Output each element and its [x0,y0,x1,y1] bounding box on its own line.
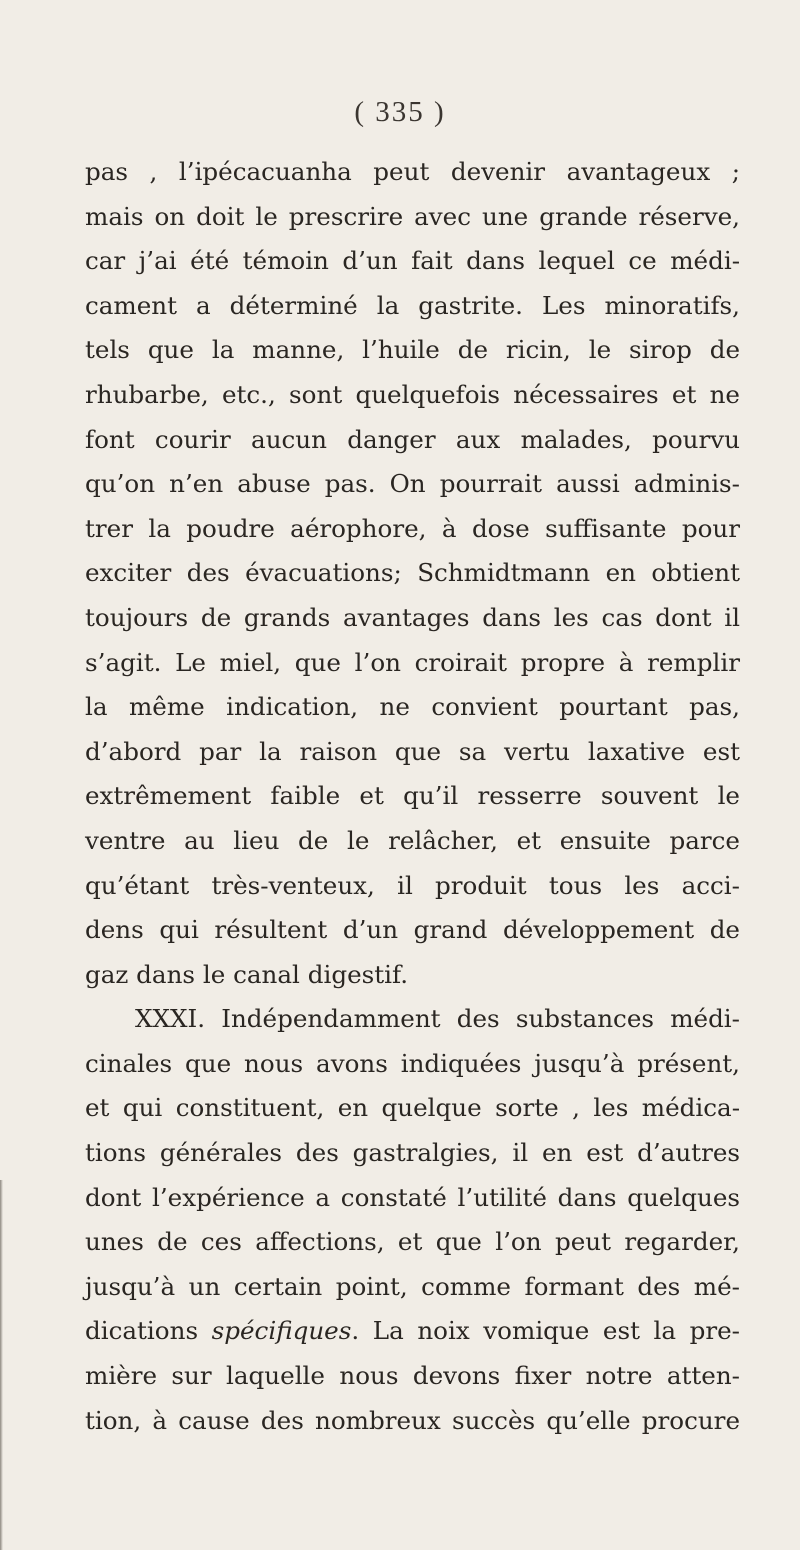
text-line: s’agit. Le miel, que l’on croirait propre à remplir [85,647,740,677]
page-edge-shadow [0,1180,3,1550]
text-line: dens qui résultent d’un grand développement de [85,915,740,945]
text-line: exciter des évacuations; Schmidtmann en obtient [85,558,740,588]
page-number: ( 335 ) [354,96,446,128]
text-line: extrêmement faible et qu’il resserre souvent le [85,781,740,811]
text-line: trer la poudre aérophore, à dose suffisante pour [85,513,740,543]
text-line: d’abord par la raison que sa vertu laxative est [85,736,740,766]
text-line: tions générales des gastralgies, il en est d’autres [85,1138,740,1168]
section-heading-line: XXXI. Indépendamment des substances médi- [135,1004,740,1034]
text-line: jusqu’à un certain point, comme formant des mé- [85,1271,740,1301]
text-line: ventre au lieu de le relâcher, et ensuite parce [85,825,740,855]
text-line: rhubarbe, etc., sont quelquefois nécessaires et ne [85,379,740,409]
text-line: mais on doit le prescrire avec une grande réserve, [85,201,740,231]
text-line: car j’ai été témoin d’un fait dans lequel ce médi- [85,246,740,276]
text-line: qu’on n’en abuse pas. On pourrait aussi adminis- [85,469,740,499]
text-line: tion, à cause des nombreux succès qu’elle procure [85,1405,740,1435]
text-line: cament a déterminé la gastrite. Les minoratifs, [85,290,740,320]
text-line: mière sur laquelle nous devons fixer notre atten- [85,1361,740,1391]
text-line: dont l’expérience a constaté l’utilité dans quelques [85,1182,740,1212]
text-line: tels que la manne, l’huile de ricin, le sirop de [85,335,740,365]
text-line: unes de ces affections, et que l’on peut regarder, [85,1227,740,1257]
text-line: la même indication, ne convient pourtant pas, [85,692,740,722]
text-line: pas , l’ipécacuanha peut devenir avantageux ; [85,157,740,186]
text-line: gaz dans le canal digestif. [85,959,409,989]
body-text [85,150,740,1443]
text-line: font courir aucun danger aux malades, pourvu [85,424,740,454]
text-line: et qui constituent, en quelque sorte , les médica- [85,1093,740,1123]
text-line: cinales que nous avons indiquées jusqu’à présent, [85,1048,740,1078]
text-line: toujours de grands avantages dans les cas dont il [85,602,740,632]
text-line: qu’étant très-venteux, il produit tous les acci- [85,870,740,900]
text-line: dications spécifiques. La noix vomique est la pre- [85,1316,740,1346]
